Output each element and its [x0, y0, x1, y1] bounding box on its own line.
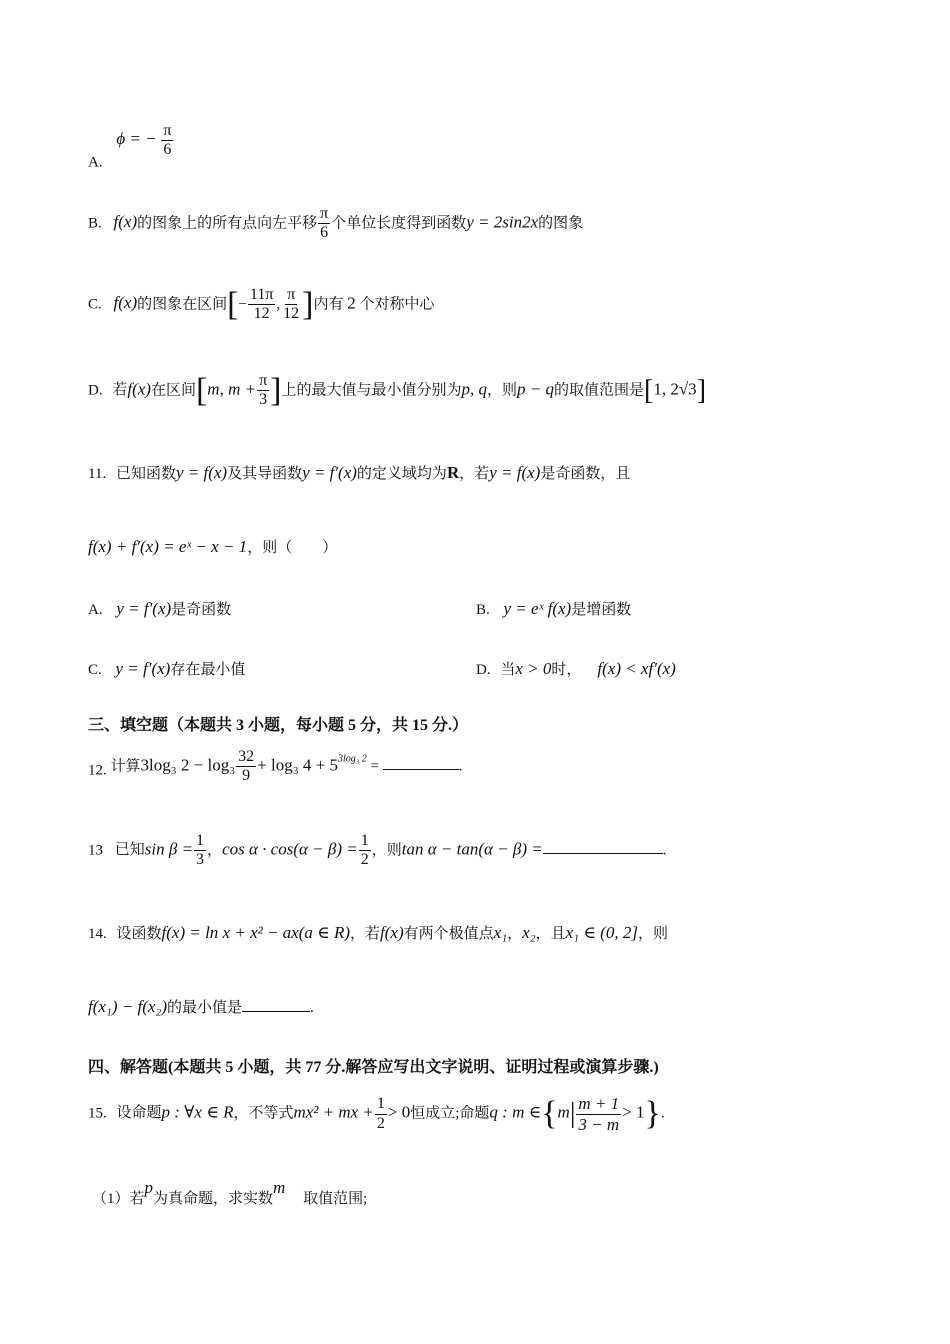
math-expression: f(x) + f′(x) = eˣ − x − 1	[88, 537, 248, 556]
fraction: $\frac{\pi}{6}$	[320, 205, 329, 242]
q15: 15. 设命题p : ∀x ∈ R，不等式mx² + mx + $\frac{1}{2}$ > 0恒成立;命题q : m ∈{m| $\frac{m + 1}{3 - m}$ > 1}.	[88, 1094, 665, 1134]
section-heading-fill-blank: 三、填空题（本题共 3 小题，每小题 5 分，共 15 分.）	[88, 717, 469, 734]
question-number: 11.	[88, 466, 107, 482]
q10-option-c: C. f(x)的图象在区间[− $\frac{11\pi}{12}$ , $\frac{\pi}{12}$ ]内有 2 个对称中心	[88, 285, 435, 323]
q14-line1: 14. 设函数f(x) = ln x + x² − ax(a ∈ R)，若f(x)有两个极值点x₁，x₂，且x₁ ∈ (0, 2]，则	[88, 923, 668, 942]
q10-option-d: D. 若f(x)在区间[m, m + $\frac{\pi}{3}$ ]上的最大值与最小值分别为p, q，则p − q的取值范围是[1, 2√3]	[88, 371, 707, 409]
fraction: $\frac{1}{2}$	[360, 832, 369, 869]
option-label: A.	[88, 154, 103, 171]
q14-line2: f(x₁) − f(x₂)的最小值是 .	[88, 997, 314, 1016]
math-expression: f(x)	[113, 212, 138, 232]
option-label: B.	[88, 215, 102, 232]
q10-option-a	[88, 122, 174, 171]
fraction: $\frac{32}{9}$	[238, 748, 255, 785]
q10-option-b: B. f(x)的图象上的所有点向左平移 $\frac{\pi}{6}$ 个单位长度得到函数y = 2sin2x的图象	[88, 205, 584, 242]
math-expression: ϕ = −	[116, 129, 157, 149]
section-heading-solutions: 四、解答题(本题共 5 小题，共 77 分.解答应写出文字说明、证明过程或演算步骤.)	[88, 1059, 659, 1076]
fraction: $\frac{\pi}{6}$	[163, 122, 172, 159]
fraction: $\frac{1}{2}$	[376, 1095, 385, 1132]
option-label: C.	[88, 296, 102, 313]
fraction: $\frac{1}{3}$	[196, 832, 205, 869]
q13: 13 已知sin β = $\frac{1}{3}$ ，cos α · cos(α − β) = $\frac{1}{2}$ ，则tan α − tan(α − β) = .	[88, 832, 667, 869]
fraction: $\frac{11\pi}{12}$	[249, 286, 274, 323]
q11-option-b: B. y = eˣ f(x)是增函数	[476, 599, 632, 618]
math-expression: f(x)	[113, 293, 138, 313]
fraction: $\frac{m + 1}{3 - m}$	[578, 1094, 620, 1134]
q11-option-d: D. 当x > 0时， f(x) < xf′(x)	[476, 659, 676, 678]
q11-stem-line1: 11. 已知函数y = f(x)及其导函数y = f′(x)的定义域均为R，若y = f(x)是奇函数，且	[88, 463, 631, 482]
q12: 12. 计算3log₃ 2 − log₃ $\frac{32}{9}$ + log₃ $4 + 5^{3log_3 2}$ = .	[88, 748, 463, 785]
answer-blank[interactable]	[242, 997, 310, 1012]
answer-blank[interactable]	[543, 839, 663, 854]
q11-option-a: A. y = f′(x)是奇函数	[88, 599, 232, 618]
q11-option-c: C. y = f′(x)存在最小值	[88, 659, 246, 678]
math-expression: f(x)	[127, 379, 151, 399]
math-expression: y = 2sin2x	[466, 212, 539, 232]
q15-part1: （1）若p为真命题，求实数m 取值范围;	[92, 1178, 368, 1207]
option-label: D.	[88, 382, 103, 399]
fraction: $\frac{\pi}{12}$	[283, 286, 300, 323]
q11-stem-line2: f(x) + f′(x) = eˣ − x − 1，则（ ）	[88, 537, 338, 556]
fraction: $\frac{\pi}{3}$	[259, 372, 268, 409]
answer-blank[interactable]	[383, 755, 459, 770]
